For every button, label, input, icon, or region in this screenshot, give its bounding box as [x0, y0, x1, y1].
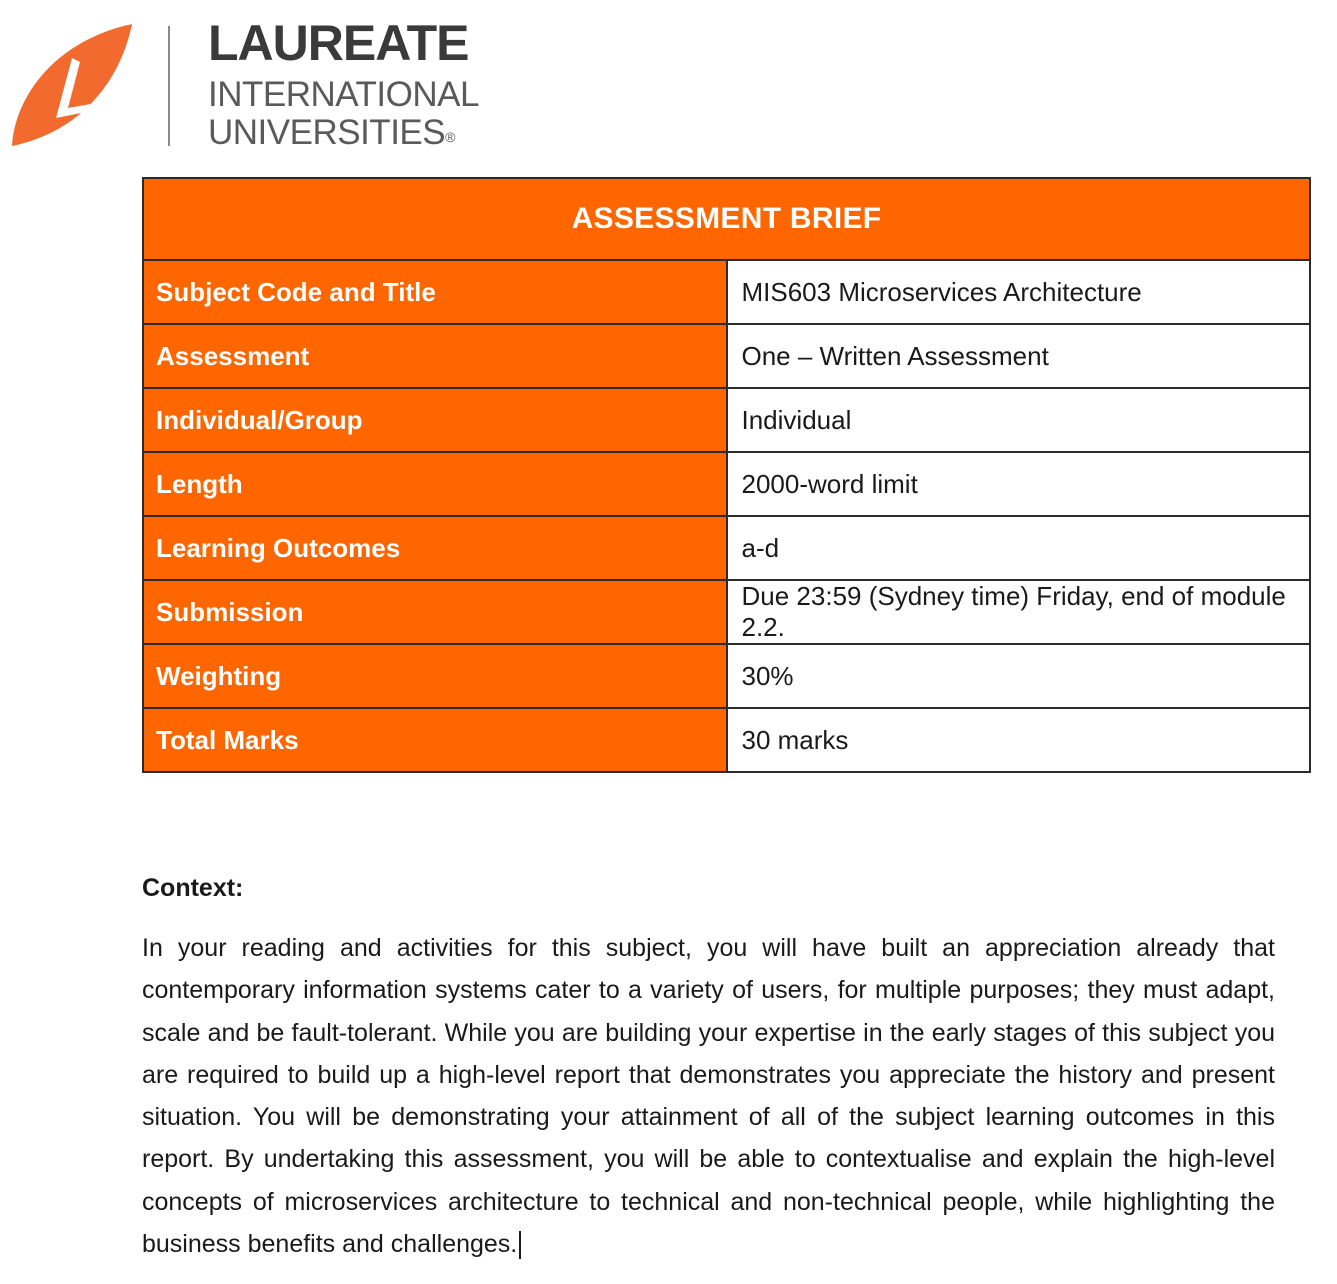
laureate-logo-icon: [10, 22, 134, 148]
logo-subline-2-text: UNIVERSITIES: [208, 113, 446, 152]
assessment-brief-table: [142, 177, 1311, 773]
row-value: 30%: [727, 644, 1311, 708]
brief-header-row: [143, 178, 1310, 260]
logo-subline-2: [208, 114, 479, 152]
context-body: In your reading and activities for this subject, you will have built an appreciation already that contemporary information systems cater to a variety of users, for multiple purposes; they must adapt, scale and be fault-tolerant. While you are building your expertise in the early stages of this subject you are required to build up a high-level report that demonstrates you appreciate the history and present situation. You will be demonstrating your attainment of all of the subject learning outcomes in this report. By undertaking this assessment, you will be able to contextualise and explain the high-level concepts of microservices architecture to technical and non-technical people, while highlighting the business benefits and challenges.: [142, 934, 1275, 1259]
table-row: [143, 708, 1310, 772]
logo-subline-1: INTERNATIONAL: [208, 75, 479, 114]
context-heading: Context:: [142, 874, 244, 902]
row-value: a-d: [727, 516, 1311, 580]
brief-title: ASSESSMENT BRIEF: [143, 178, 1310, 260]
text-cursor: [519, 1231, 521, 1259]
logo-wordmark: [208, 15, 479, 152]
row-label: Length: [143, 452, 727, 516]
context-body-container[interactable]: [142, 927, 1275, 1265]
logo-name: LAUREATE: [208, 15, 469, 71]
table-row: [143, 644, 1310, 708]
row-label: Learning Outcomes: [143, 516, 727, 580]
row-value: 2000-word limit: [727, 452, 1311, 516]
row-value: MIS603 Microservices Architecture: [727, 260, 1311, 324]
table-row: [143, 388, 1310, 452]
table-row: [143, 580, 1310, 644]
row-value: 30 marks: [727, 708, 1311, 772]
row-label: Subject Code and Title: [143, 260, 727, 324]
row-value: One – Written Assessment: [727, 324, 1311, 388]
table-row: [143, 452, 1310, 516]
row-label: Assessment: [143, 324, 727, 388]
table-row: [143, 324, 1310, 388]
row-value: Individual: [727, 388, 1311, 452]
context-section: [142, 874, 1275, 1265]
logo-divider: [168, 26, 170, 146]
table-row: [143, 516, 1310, 580]
row-label: Submission: [143, 580, 727, 644]
registered-mark: ®: [445, 129, 455, 145]
row-value: Due 23:59 (Sydney time) Friday, end of module 2.2.: [727, 580, 1311, 644]
row-label: Total Marks: [143, 708, 727, 772]
row-label: Individual/Group: [143, 388, 727, 452]
table-row: [143, 260, 1310, 324]
row-label: Weighting: [143, 644, 727, 708]
